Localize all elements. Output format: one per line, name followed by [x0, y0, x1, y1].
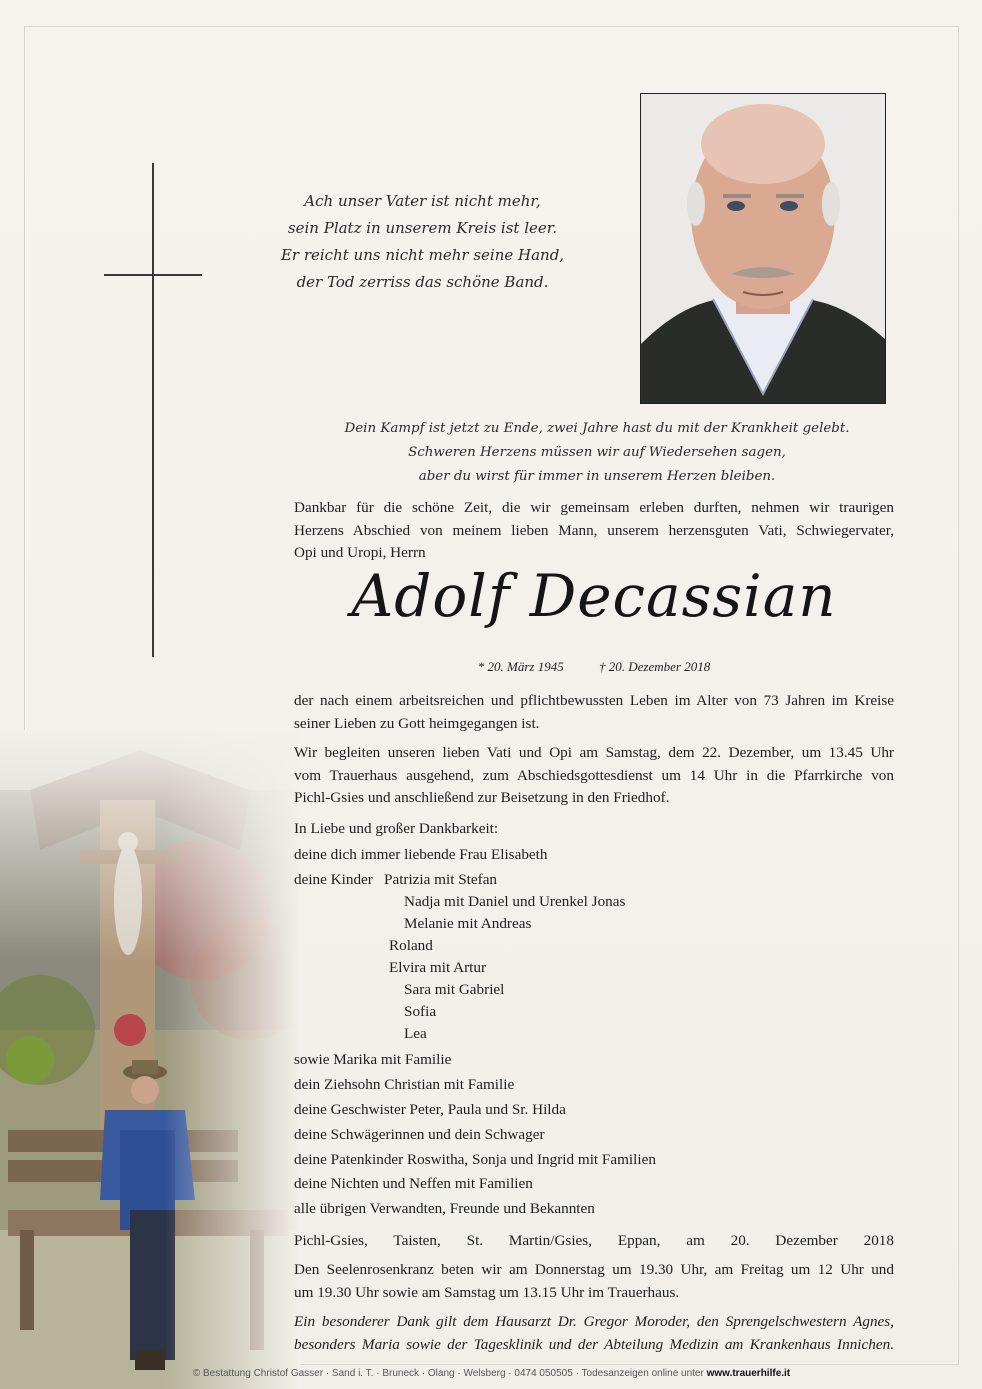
thanks-line: besonders Maria sowie der Tagesklinik und der Abteilung Medizin am Krankenhaus Innichen. — [294, 1335, 894, 1353]
rosary-paragraph — [294, 1259, 894, 1304]
footer — [24, 1368, 959, 1379]
mourner-wife: deine dich immer liebende Frau Elisabeth — [294, 846, 548, 863]
mourner-entry: deine Geschwister Peter, Paula und Sr. Hilda — [294, 1101, 566, 1118]
cross-vertical — [152, 163, 154, 657]
after-name-line: seiner Lieben zu Gott heimgegangen ist. — [294, 714, 540, 732]
mourner-entry: deine Schwägerinnen und dein Schwager — [294, 1126, 545, 1143]
poem-mid-line: Schweren Herzens müssen wir auf Wiedersehen sagen, — [408, 445, 786, 460]
rosary-line: Den Seelenrosenkranz beten wir am Donnerstag um 19.30 Uhr, am Freitag um 12 Uhr und — [294, 1261, 894, 1278]
cross-horizontal — [104, 274, 202, 276]
mourner-entry: sowie Marika mit Familie — [294, 1051, 452, 1068]
after-name-line: der nach einem arbeitsreichen und pflichtbewussten Leben im Alter von 73 Jahren im Kreise — [294, 692, 894, 709]
intro-line: Dankbar für die schöne Zeit, die wir gemeinsam erleben durften, nehmen wir traurigen — [294, 499, 894, 516]
poem-top-line: Ach unser Vater ist nicht mehr, — [304, 192, 541, 210]
deceased-name: Adolf Decassian — [351, 562, 837, 630]
mourners-heading: In Liebe und großer Dankbarkeit: — [294, 820, 499, 837]
poem-top-line: Er reicht uns nicht mehr seine Hand, — [280, 246, 565, 264]
poem-mid — [292, 417, 902, 489]
mourner-entry: deine Patenkinder Roswitha, Sonja und Ingrid mit Familien — [294, 1151, 656, 1168]
poem-top-line: sein Platz in unserem Kreis ist leer. — [287, 219, 558, 237]
intro-line: Opi und Uropi, Herrn — [294, 544, 426, 561]
child-entry: Roland — [389, 937, 433, 954]
child-entry: Sara mit Gabriel — [404, 981, 505, 998]
funeral-line: Wir begleiten unseren lieben Vati und Opi am Samstag, dem 22. Dezember, um 13.45 Uhr — [294, 744, 894, 761]
funeral-line: Pichl-Gsies und anschließend zur Beisetzung in den Friedhof. — [294, 789, 670, 806]
intro-paragraph — [294, 497, 894, 565]
children-label: deine Kinder — [294, 871, 373, 888]
funeral-line: vom Trauerhaus ausgehend, zum Abschiedsgottesdienst um 14 Uhr in die Pfarrkirche von — [294, 766, 894, 784]
child-entry: Patrizia mit Stefan — [384, 871, 498, 888]
place-date — [294, 1230, 894, 1253]
child-entry: Melanie mit Andreas — [404, 915, 532, 932]
thanks-line: Ein besonderer Dank gilt dem Hausarzt Dr. Gregor Moroder, den Sprengelschwestern Agnes, — [294, 1313, 894, 1330]
poem-mid-line: Dein Kampf ist jetzt zu Ende, zwei Jahre hast du mit der Krankheit gelebt. — [344, 421, 850, 436]
death-date: † 20. Dezember 2018 — [598, 659, 711, 674]
poem-top-line: der Tod zerriss das schöne Band. — [296, 273, 549, 291]
thanks-paragraph — [294, 1311, 894, 1356]
portrait-photo — [640, 93, 886, 404]
funeral-paragraph — [294, 742, 894, 810]
place-date-line: Pichl-Gsies, Taisten, St. Martin/Gsies, Eppan, am 20. Dezember 2018 — [294, 1232, 894, 1249]
child-entry: Elvira mit Artur — [389, 959, 487, 976]
life-dates — [294, 659, 894, 675]
mourner-entry: dein Ziehsohn Christian mit Familie — [294, 1076, 515, 1093]
footer-link[interactable]: www.trauerhilfe.it — [706, 1368, 791, 1379]
child-entry: Lea — [404, 1025, 427, 1042]
child-entry: Sofia — [404, 1003, 437, 1020]
child-entry: Nadja mit Daniel und Urenkel Jonas — [404, 893, 626, 910]
rosary-line: um 19.30 Uhr sowie am Samstag um 13.15 Uhr im Trauerhaus. — [294, 1283, 680, 1301]
mourner-entry: deine Nichten und Neffen mit Familien — [294, 1175, 533, 1192]
intro-line: Herzens Abschied von meinem lieben Mann, unserem herzensguten Vati, Schwiegervater, — [294, 521, 894, 539]
after-name-paragraph — [294, 690, 894, 735]
mourner-entry: alle übrigen Verwandten, Freunde und Bekannten — [294, 1200, 595, 1217]
poem-top — [250, 188, 595, 296]
poem-mid-line: aber du wirst für immer in unserem Herzen bleiben. — [418, 469, 776, 484]
memorial-photo — [0, 730, 300, 1389]
footer-text: © Bestattung Christof Gasser · Sand i. T. · Bruneck · Olang · Welsberg · 0474 050505 · Todesanzeigen online unter — [192, 1368, 704, 1379]
birth-date: * 20. März 1945 — [477, 659, 564, 674]
